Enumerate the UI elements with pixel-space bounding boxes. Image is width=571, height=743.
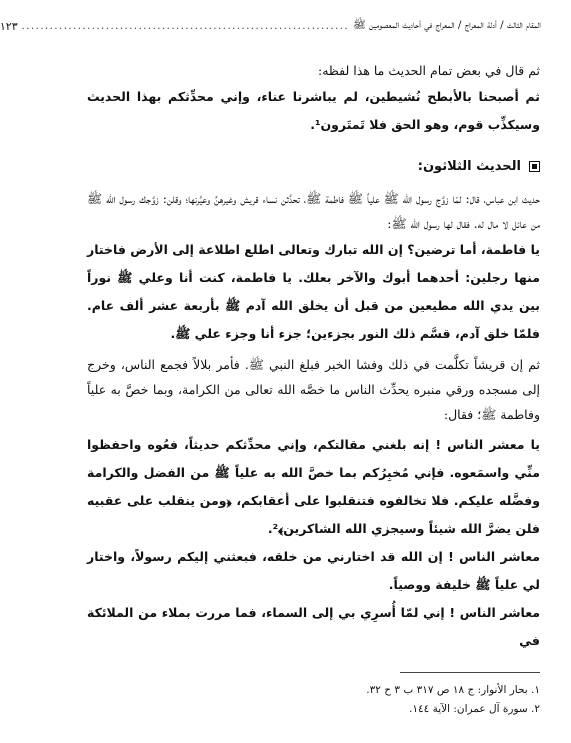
page-body	[87, 58, 540, 655]
paragraph-quote-4: معاشر الناس ! إن الله قد اختارني من خلقه، فبعثني إليكم رسولاً، واختار لي علياً ﷺ خليفة ووصياً.	[87, 549, 540, 592]
square-bullet-icon	[529, 161, 540, 172]
footnotes	[87, 672, 540, 719]
paragraph-intro: ثم قال في بعض تمام الحديث ما هذا لفظه:	[317, 63, 540, 78]
paragraph-narration-2: ثم إن قريشاً تكلَّمت في ذلك وفشا الخبر فبلغ النبي ﷺ. فأمر بلالاً فجمع الناس، وخرج إلى مسجده ورقي منبره يحدِّث الناس ما خصَّه الله تعالى من الكرامة، وبما خصَّ به علياً وفاطمة ﷺ؛ فقال:	[87, 357, 540, 422]
footnote-2: ٢. سورة آل عمران: الآية ١٤٤.	[408, 703, 540, 715]
paragraph-quote-2: يا فاطمة، أما ترضين؟ إن الله تبارك وتعالى اطلع اطلاعة إلى الأرض فاختار منها رجلين: أحدهما أبوك والآخر بعلك. يا فاطمة، كنت أنا وعلي ﷺ نوراً بين يدي الله مطيعين من قبل أن يخلق الله آدم ﷺ بأربعة عشر ألف عام. فلمّا خلق آدم، قسَّم ذلك النور بجزءين؛ جزء أنا وجزء علي ﷺ.	[87, 242, 540, 341]
header-title: المقام الثالث / أدلة المعراج / المعراج في أحاديث المعصومين ﷺ	[353, 18, 541, 31]
header-leader-dots: ......................................................................	[21, 20, 350, 32]
paragraph-quote-3: يا معشر الناس ! إنه بلغني مقالتكم، وإني محدِّثكم حديثاً، فعُوه واحفظوا منِّي واسمَعوه. فإني مُخبِرُكم بما خصَّ الله به علياً ﷺ من الفضل والكرامة وفضَّله عليكم. فلا تخالفوه فتنقلبوا على أعقابكم، ﴿ومن ينقلب على عقبيه فلن يضرَّ الله شيئاً وسيجزي الله الشاكرين﴾².	[87, 437, 540, 536]
section-heading-text: الحديث الثلاثون:	[417, 159, 521, 174]
paragraph-narration-1: حديث ابن عباس، قال: لمّا زوَّج رسول الله ﷺ علياً ﷺ فاطمة ﷺ، تحدَّثن نساء قريش وغيرهنَّ وعيَّرنها؛ وقلن: زوَّجك رسول الله ﷺ من عائل لا مال له. فقال لها رسول الله ﷺ:	[87, 191, 540, 231]
paragraph-quote-1: ثم أصبحنا بالأبطح نُشيطين، لم يباشرنا عناء، وإني محدِّثكم بهذا الحديث وسيكذِّب قوم، وهو الحق فلا تَمتَرون¹.	[87, 89, 540, 132]
paragraph-quote-5: معاشر الناس ! إني لمّا أُسرِي بي إلى السماء، فما مررت بملاء من الملائكة في	[87, 605, 540, 648]
footnote-1: ١. بحار الأنوار: ج ١٨ ص ٣١٧ ب ٣ ح ٣٢.	[366, 684, 540, 696]
page-number: ١٢٣	[0, 19, 18, 33]
running-header	[0, 16, 541, 36]
section-heading	[87, 159, 540, 174]
footnote-divider	[400, 672, 540, 673]
